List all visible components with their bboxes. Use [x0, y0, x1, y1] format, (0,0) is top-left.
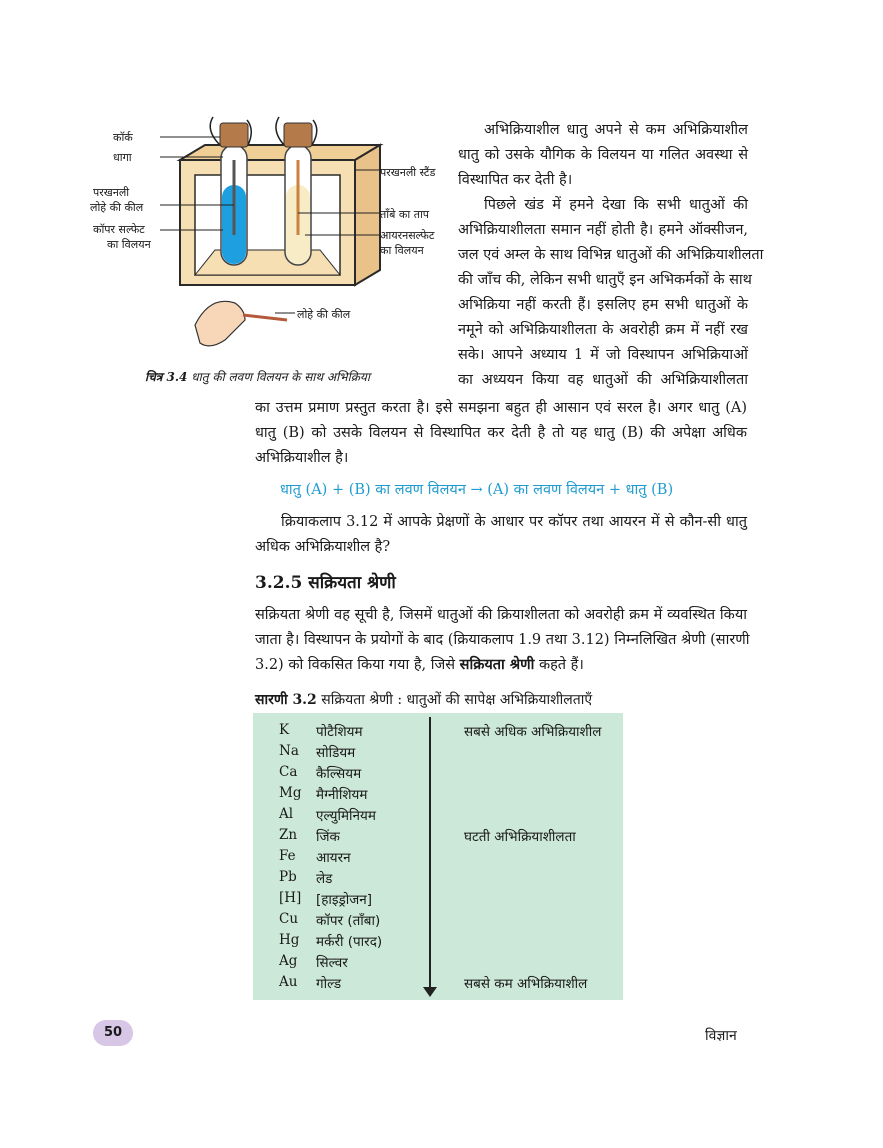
figure-displacement-reaction — [90, 115, 450, 390]
page-number: 50 — [93, 1020, 133, 1046]
paragraph-line: अभिक्रियाशील धातु अपने से कम अभिक्रियाशील — [484, 122, 748, 138]
label-cork: कॉर्क — [113, 131, 133, 144]
element-name: सोडियम — [316, 745, 356, 761]
element-symbol: [H] — [279, 890, 302, 906]
label-test-tube: परखनली — [93, 186, 130, 199]
label-iron-nail: लोहे की कील — [90, 201, 144, 214]
figure-caption-number: चित्र 3.4 — [145, 370, 188, 384]
section-paragraph-line: जाता है। विस्थापन के प्रयोगों के बाद (क्रियाकलाप 1.9 तथा 3.12) निम्नलिखित श्रेणी (सारणी — [255, 632, 750, 648]
element-symbol: Ag — [279, 953, 298, 969]
question-line: क्रियाकलाप 3.12 में आपके प्रेक्षणों के आधार पर कॉपर तथा आयरन में से कौन-सी धातु — [281, 514, 747, 530]
section-last-pre: 3.2) को विकसित किया गया है, जिसे — [255, 657, 460, 673]
paragraph-line: विस्थापित कर देती है। — [458, 172, 573, 188]
note-least-reactive: सबसे कम अभिक्रियाशील — [464, 976, 588, 992]
label-copper-sulphate-solution: का विलयन — [107, 238, 151, 251]
paragraph-line: अभिक्रिया नहीं करती हैं। इसलिए हम सभी धातुओं के — [458, 297, 748, 313]
paragraph-line: अभिक्रियाशील है। — [255, 450, 349, 466]
paragraph-line: धातु (B) को उसके विलयन से विस्थापित कर देती है तो यह धातु (B) की अपेक्षा अधिक — [255, 425, 747, 441]
paragraph-line: का अध्ययन किया वह धातुओं की अभिक्रियाशीलता — [458, 372, 748, 388]
paragraph-line: नमूने को अभिक्रियाशीलता के अवरोही क्रम में नहीं रख — [458, 322, 748, 338]
arrow-down-icon — [423, 987, 437, 997]
note-decreasing-reactivity: घटती अभिक्रियाशीलता — [464, 829, 576, 845]
section-heading: 3.2.5 सक्रियता श्रेणी — [255, 573, 396, 593]
paragraph-line: अभिक्रियाशीलता समान नहीं होती है। हमने ऑक्सीजन, — [458, 222, 748, 238]
element-symbol: K — [279, 722, 290, 738]
element-name: [हाइड्रोजन] — [316, 892, 373, 908]
label-iron-sulphate: आयरनसल्फेट — [380, 229, 435, 242]
element-name: सिल्वर — [316, 955, 348, 971]
label-copper-coating: ताँबे का ताप — [380, 208, 430, 221]
paragraph-line: पिछले खंड में हमने देखा कि सभी धातुओं की — [484, 197, 748, 213]
element-name: गोल्ड — [316, 976, 342, 992]
activity-series-table — [253, 713, 623, 1000]
paragraph-line: का उत्तम प्रमाण प्रस्तुत करता है। इसे समझना बहुत ही आसान एवं सरल है। अगर धातु (A) — [255, 400, 747, 416]
label-thread: धागा — [113, 151, 132, 164]
element-symbol: Na — [279, 743, 299, 759]
element-name: मैग्नीशियम — [316, 787, 368, 803]
element-symbol: Zn — [279, 827, 298, 843]
element-name: कॉपर (ताँबा) — [316, 913, 381, 929]
equation: धातु (A) + (B) का लवण विलयन → (A) का लवण विलयन + धातु (B) — [280, 482, 674, 498]
table-caption — [255, 690, 592, 709]
element-name: पोटैशियम — [316, 724, 363, 740]
figure-caption-text: धातु की लवण विलयन के साथ अभिक्रिया — [187, 370, 371, 384]
element-symbol: Cu — [279, 911, 299, 927]
question-line: अधिक अभिक्रियाशील है? — [255, 539, 391, 555]
decreasing-arrow-line — [429, 717, 431, 993]
label-iron-nail-hand: लोहे की कील — [297, 308, 351, 321]
paragraph-line: धातु को उसके यौगिक के विलयन या गलित अवस्था से — [458, 147, 748, 163]
section-last-post: कहते हैं। — [534, 657, 584, 673]
footer-subject: विज्ञान — [705, 1028, 737, 1044]
element-symbol: Fe — [279, 848, 296, 864]
element-symbol: Al — [279, 806, 294, 822]
figure-caption — [145, 368, 370, 385]
element-name: मर्करी (पारद) — [316, 934, 383, 950]
section-last-bold: सक्रियता श्रेणी — [459, 656, 535, 673]
label-copper-sulphate: कॉपर सल्फेट — [93, 223, 145, 236]
table-caption-number: सारणी 3.2 — [255, 692, 317, 708]
element-name: कैल्सियम — [316, 766, 362, 782]
element-symbol: Mg — [279, 785, 302, 801]
element-symbol: Hg — [279, 932, 300, 948]
element-symbol: Ca — [279, 764, 298, 780]
label-stand: परखनली स्टैंड — [380, 166, 436, 179]
note-most-reactive: सबसे अधिक अभिक्रियाशील — [464, 724, 602, 740]
element-name: लेड — [316, 871, 333, 887]
table-caption-text: सक्रियता श्रेणी : धातुओं की सापेक्ष अभिक्रियाशीलताएँ — [316, 692, 593, 708]
paragraph-line: जल एवं अम्ल के साथ विभिन्न धातुओं की अभिक्रियाशीलता — [458, 247, 764, 263]
element-symbol: Pb — [279, 869, 297, 885]
element-symbol: Au — [279, 974, 298, 990]
section-paragraph-line: सक्रियता श्रेणी वह सूची है, जिसमें धातुओं की क्रियाशीलता को अवरोही क्रम में व्यवस्थित किया — [255, 607, 747, 623]
element-name: एल्युमिनियम — [316, 808, 376, 824]
label-iron-sulphate-solution: का विलयन — [380, 244, 424, 257]
element-name: आयरन — [316, 850, 351, 866]
paragraph-line: की जाँच की, लेकिन सभी धातुएँ इन अभिकर्मकों के साथ — [458, 272, 752, 288]
section-paragraph-line — [255, 655, 747, 675]
paragraph-line: सके। आपने अध्याय 1 में जो विस्थापन अभिक्रियाओं — [458, 347, 748, 363]
element-name: जिंक — [316, 829, 340, 845]
